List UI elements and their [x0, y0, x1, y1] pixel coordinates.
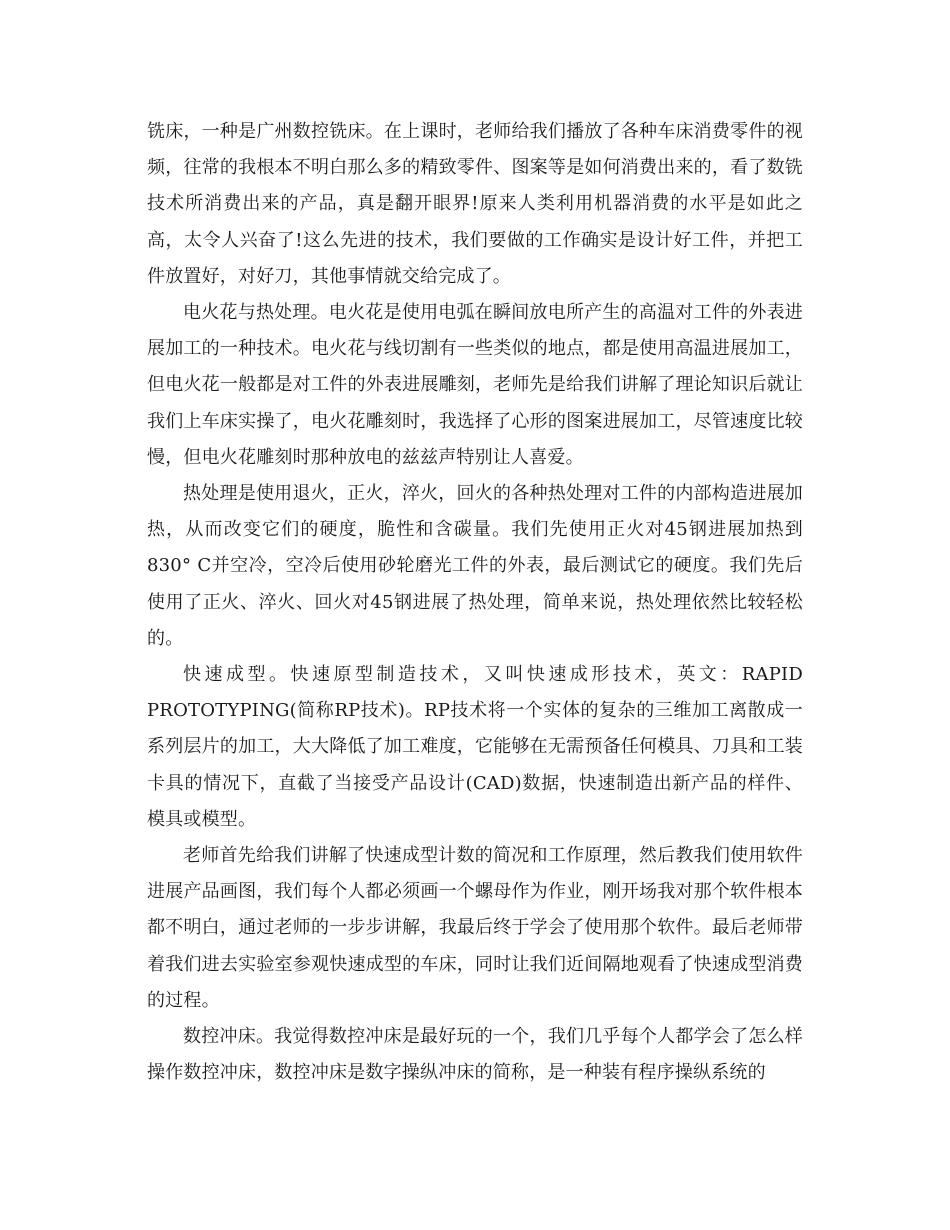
- paragraph-heat-treatment: 热处理是使用退火，正火，淬火，回火的各种热处理对工件的内部构造进展加热，从而改变它们的硬度，脆性和含碳量。我们先使用正火对45钢进展加热到830° C并空冷，空冷后使用砂轮磨光工件的外表，最后测试它的硬度。我们先后使用了正火、淬火、回火对45钢进展了热处理，简单来说，热处理依然比较轻松的。: [147, 483, 803, 649]
- document-body: [147, 114, 803, 1091]
- paragraph-milling: 铣床，一种是广州数控铣床。在上课时，老师给我们播放了各种车床消费零件的视频，往常的我根本不明白那么多的精致零件、图案等是如何消费出来的，看了数铣技术所消费出来的产品，真是翻开眼界!原来人类利用机器消费的水平是如此之高，太令人兴奋了!这么先进的技术，我们要做的工作确实是设计好工件，并把工件放置好，对好刀，其他事情就交给完成了。: [147, 121, 803, 287]
- paragraph-rapid-prototyping: 快速成型。快速原型制造技术，又叫快速成形技术，英文：RAPID PROTOTYPING(简称RP技术)。RP技术将一个实体的复杂的三维加工离散成一系列层片的加工，大大降低了加工难度，它能够在无需预备任何模具、刀具和工装卡具的情况下，直截了当接受产品设计(CAD)数据，快速制造出新产品的样件、模具或模型。: [147, 664, 803, 830]
- paragraph-edm: 电火花与热处理。电火花是使用电弧在瞬间放电所产生的高温对工件的外表进展加工的一种技术。电火花与线切割有一些类似的地点，都是使用高温进展加工，但电火花一般都是对工件的外表进展雕刻，老师先是给我们讲解了理论知识后就让我们上车床实操了，电火花雕刻时，我选择了心形的图案进展加工，尽管速度比较慢，但电火花雕刻时那种放电的兹兹声特别让人喜爱。: [147, 302, 803, 468]
- paragraph-rp-lesson: 老师首先给我们讲解了快速成型计数的简况和工作原理，然后教我们使用软件进展产品画图，我们每个人都必须画一个螺母作为作业，刚开场我对那个软件根本都不明白，通过老师的一步步讲解，我最后终于学会了使用那个软件。最后老师带着我们进去实验室参观快速成型的车床，同时让我们近间隔地观看了快速成型消费的过程。: [147, 845, 803, 1011]
- paragraph-cnc-punch: 数控冲床。我觉得数控冲床是最好玩的一个，我们几乎每个人都学会了怎么样操作数控冲床，数控冲床是数字操纵冲床的简称，是一种装有程序操纵系统的: [147, 1026, 803, 1084]
